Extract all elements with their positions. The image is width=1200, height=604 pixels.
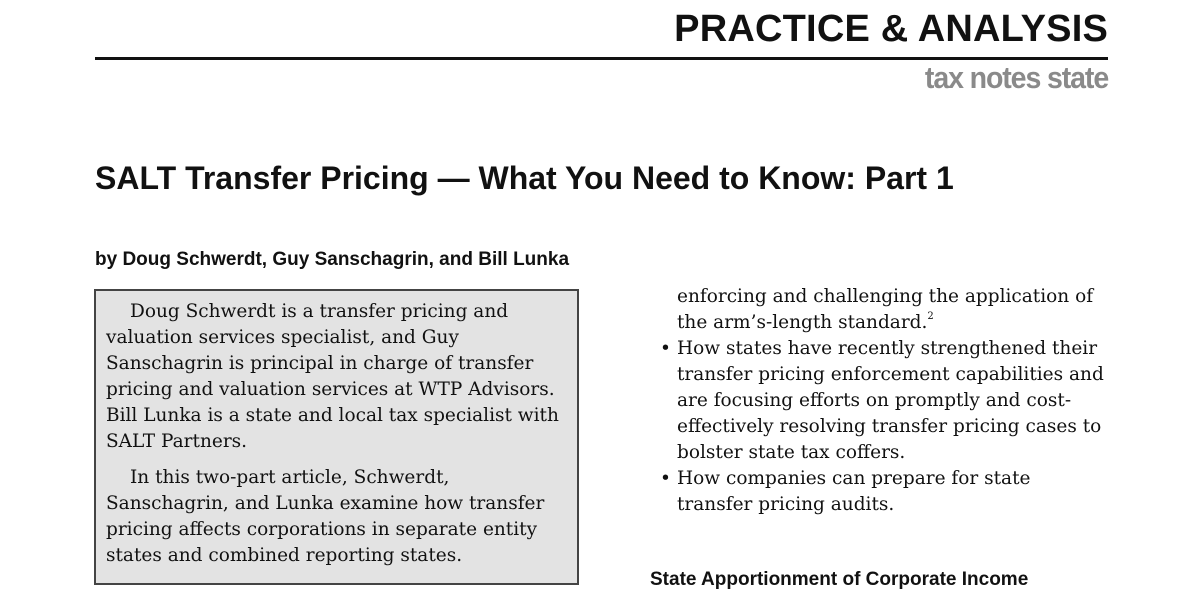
list-item — [660, 336, 1110, 466]
section-subheading: State Apportionment of Corporate Income — [650, 569, 1029, 590]
article-title: SALT Transfer Pricing — What You Need to Know: Part 1 — [95, 160, 954, 196]
author-bio-box — [94, 289, 579, 585]
body-column — [660, 284, 1110, 518]
footnote-ref[interactable]: 2 — [927, 311, 934, 322]
bullet-list — [660, 336, 1110, 518]
section-title: PRACTICE & ANALYSIS — [674, 8, 1108, 50]
continued-text: enforcing and challenging the application of the arm’s-length standard. — [677, 286, 1094, 333]
list-item-text: How states have recently strengthened their transfer pricing enforcement capabilities and are focusing efforts on promptly and cost-effectively resolving transfer pricing cases to bolster state tax coffers. — [677, 338, 1104, 463]
bullet-icon: • — [660, 338, 671, 359]
brand-logo: tax notes state — [924, 60, 1108, 95]
byline: by Doug Schwerdt, Guy Sanschagrin, and Bill Lunka — [95, 249, 570, 270]
bio-paragraph: Doug Schwerdt is a transfer pricing and valuation services specialist, and Guy Sanschagrin is principal in charge of transfer pricing and valuation services at WTP Advisors. Bill Lunka is a state and local tax specialist with SALT Partners. — [106, 301, 559, 452]
bio-paragraph: In this two-part article, Schwerdt, Sanschagrin, and Lunka examine how transfer pricing affects corporations in separate entity states and combined reporting states. — [106, 467, 545, 566]
bullet-icon: • — [660, 468, 671, 489]
list-item — [660, 466, 1110, 518]
continued-paragraph — [660, 284, 1110, 336]
list-item-text: How companies can prepare for state transfer pricing audits. — [677, 468, 1031, 515]
